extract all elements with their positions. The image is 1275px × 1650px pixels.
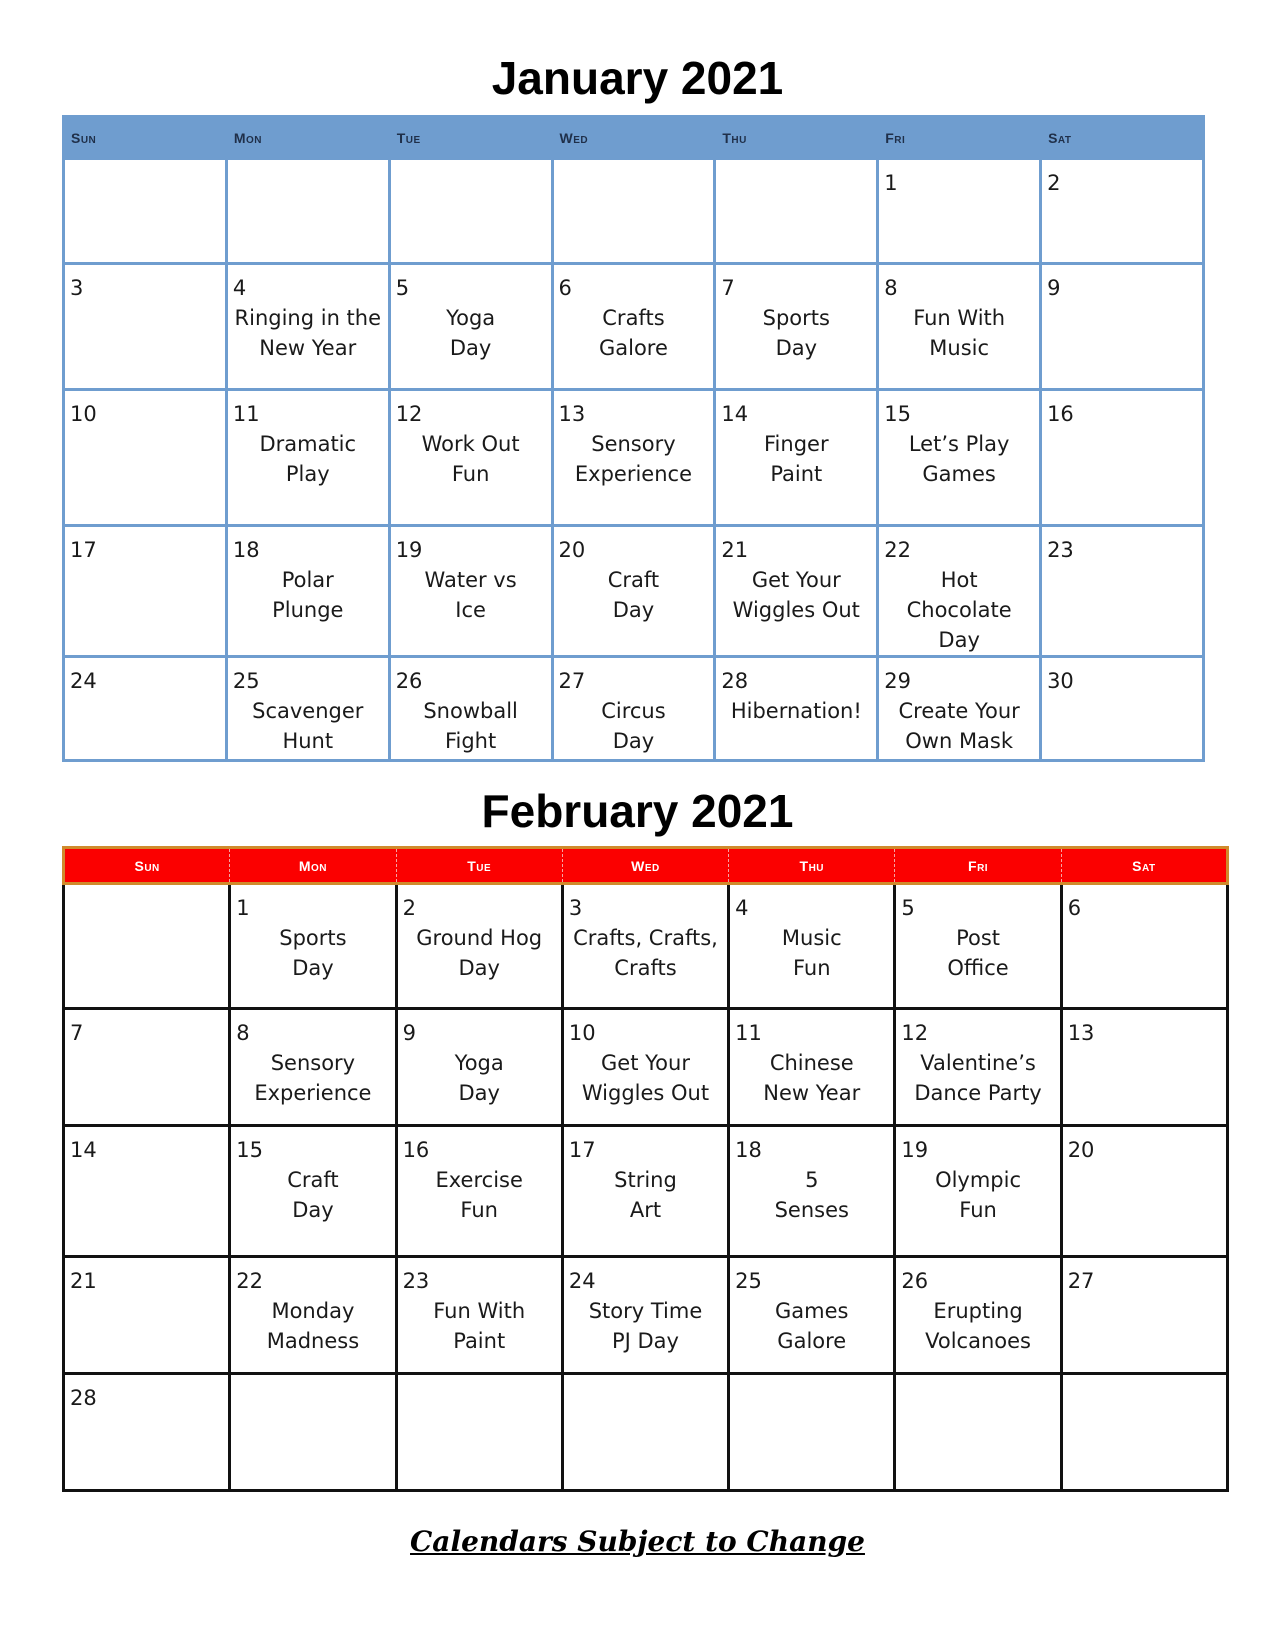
weekday-sat: Sat	[1041, 117, 1204, 159]
day-cell	[64, 884, 230, 1009]
day-number: 23	[1047, 538, 1074, 562]
day-cell	[64, 657, 227, 761]
calendar-week-row	[64, 1374, 1228, 1491]
day-cell	[715, 657, 878, 761]
day-number	[231, 1375, 394, 1383]
event-label: Circus Day	[601, 699, 666, 753]
event-label: Get Your Wiggles Out	[732, 568, 860, 622]
event-label: Olympic Fun	[935, 1168, 1022, 1222]
event-label: Fun With Music	[913, 306, 1006, 360]
day-number	[391, 160, 551, 168]
day-cell	[878, 526, 1041, 657]
day-cell	[878, 657, 1041, 761]
day-cell	[1061, 1126, 1227, 1257]
calendar-week-row	[64, 1126, 1228, 1257]
weekday-fri: Fri	[895, 848, 1061, 884]
event-label: Craft Day	[607, 568, 660, 622]
day-cell	[552, 657, 715, 761]
event-label: Erupting Volcanoes	[925, 1299, 1031, 1353]
day-cell	[552, 159, 715, 264]
day-number: 6	[1067, 896, 1082, 920]
day-cell	[729, 1126, 895, 1257]
day-number: 22	[884, 538, 911, 562]
day-cell	[1041, 657, 1204, 761]
event-label: Music Fun	[781, 926, 842, 980]
event-label: Snowball Fight	[423, 699, 518, 753]
day-cell	[1041, 264, 1204, 390]
day-cell	[226, 264, 389, 390]
day-cell	[552, 264, 715, 390]
weekday-mon: Mon	[230, 848, 396, 884]
day-cell	[64, 264, 227, 390]
weekday-wed: Wed	[552, 117, 715, 159]
day-number: 20	[1067, 1138, 1095, 1162]
event-label: Story Time PJ Day	[588, 1299, 703, 1353]
day-number: 28	[721, 669, 749, 693]
day-cell	[895, 1126, 1061, 1257]
day-number	[65, 160, 225, 168]
day-number	[228, 160, 388, 168]
day-number: 2	[402, 896, 416, 920]
day-cell	[230, 884, 396, 1009]
day-number: 11	[735, 1021, 762, 1045]
day-number	[1063, 1375, 1226, 1383]
day-number: 13	[558, 402, 586, 426]
weekday-fri: Fri	[878, 117, 1041, 159]
day-cell	[226, 159, 389, 264]
day-cell	[1061, 884, 1227, 1009]
day-cell	[396, 1374, 562, 1491]
day-number: 8	[884, 276, 898, 300]
event-label: Crafts, Crafts, Crafts	[573, 926, 718, 980]
weekday-mon: Mon	[226, 117, 389, 159]
day-number: 1	[236, 896, 250, 920]
day-number	[65, 885, 228, 893]
day-cell	[389, 264, 552, 390]
event-label: Hibernation!	[730, 699, 862, 723]
day-number: 26	[395, 669, 423, 693]
event-label: 5 Senses	[774, 1168, 849, 1222]
day-number: 14	[70, 1138, 97, 1162]
calendar-week-row	[64, 526, 1204, 657]
day-cell	[64, 159, 227, 264]
weekday-tue: Tue	[396, 848, 562, 884]
day-cell	[895, 884, 1061, 1009]
day-number	[896, 1375, 1059, 1383]
calendar-week-row	[64, 264, 1204, 390]
day-cell	[230, 1009, 396, 1126]
day-cell	[715, 390, 878, 526]
day-cell	[230, 1257, 396, 1374]
calendar-week-row	[64, 884, 1228, 1009]
weekday-tue: Tue	[389, 117, 552, 159]
day-cell	[562, 884, 728, 1009]
event-label: Yoga Day	[446, 306, 496, 360]
event-label: Post Office	[947, 926, 1009, 980]
day-number: 24	[70, 669, 97, 693]
calendar-week-row	[64, 159, 1204, 264]
day-cell	[1061, 1009, 1227, 1126]
day-number: 10	[70, 402, 97, 426]
day-cell	[1041, 526, 1204, 657]
day-number: 29	[884, 669, 911, 693]
day-cell	[389, 390, 552, 526]
day-cell	[226, 657, 389, 761]
weekday-thu: Thu	[729, 848, 895, 884]
day-cell	[396, 1126, 562, 1257]
day-cell	[552, 526, 715, 657]
event-label: Let’s Play Games	[908, 432, 1010, 486]
day-cell	[226, 390, 389, 526]
january-calendar	[62, 115, 1205, 762]
day-cell	[389, 159, 552, 264]
day-number: 25	[232, 669, 260, 693]
day-number: 3	[568, 896, 583, 920]
event-label: Create Your Own Mask	[898, 699, 1020, 753]
weekday-sat: Sat	[1061, 848, 1227, 884]
day-cell	[729, 1009, 895, 1126]
day-cell	[1041, 159, 1204, 264]
calendar-week-row	[64, 1257, 1228, 1374]
day-cell	[1061, 1374, 1227, 1491]
day-cell	[895, 1374, 1061, 1491]
day-number: 15	[236, 1138, 264, 1162]
event-label: Craft Day	[287, 1168, 339, 1222]
day-cell	[729, 884, 895, 1009]
day-cell	[878, 390, 1041, 526]
day-number	[564, 1375, 727, 1383]
day-cell	[729, 1374, 895, 1491]
day-number: 6	[558, 276, 572, 300]
day-number: 16	[402, 1138, 430, 1162]
day-number: 7	[70, 1021, 84, 1045]
day-number: 5	[901, 896, 915, 920]
day-number: 17	[70, 538, 97, 562]
day-number: 4	[232, 276, 247, 300]
day-number: 21	[721, 538, 749, 562]
day-number: 12	[395, 402, 423, 426]
event-label: Monday Madness	[266, 1299, 360, 1353]
event-label: Water vs Ice	[424, 568, 517, 622]
day-cell	[396, 1257, 562, 1374]
day-number: 9	[402, 1021, 416, 1045]
event-label: String Art	[614, 1168, 677, 1222]
day-cell	[230, 1374, 396, 1491]
day-cell	[878, 159, 1041, 264]
event-label: Get Your Wiggles Out	[581, 1051, 710, 1105]
day-cell	[226, 526, 389, 657]
day-number: 27	[1067, 1269, 1095, 1293]
day-number: 30	[1047, 669, 1074, 693]
day-number: 10	[568, 1021, 596, 1045]
day-number: 17	[568, 1138, 596, 1162]
day-cell	[396, 1009, 562, 1126]
event-label: Work Out Fun	[421, 432, 520, 486]
day-cell	[64, 1374, 230, 1491]
day-number: 19	[901, 1138, 929, 1162]
day-number	[716, 160, 876, 168]
day-number: 21	[70, 1269, 97, 1293]
footer-note: Calendars Subject to Change	[410, 1525, 865, 1558]
day-number: 19	[395, 538, 423, 562]
day-cell	[552, 390, 715, 526]
day-cell	[64, 1257, 230, 1374]
event-label: Sensory Experience	[574, 432, 693, 486]
event-label: Hot Chocolate Day	[906, 568, 1012, 652]
day-number: 23	[402, 1269, 430, 1293]
day-number	[730, 1375, 893, 1383]
day-cell	[230, 1126, 396, 1257]
event-label: Dramatic Play	[259, 432, 357, 486]
january-weekday-header	[64, 117, 1204, 159]
january-title: January 2021	[491, 52, 784, 104]
day-number: 9	[1047, 276, 1061, 300]
day-number: 27	[558, 669, 586, 693]
day-number: 24	[568, 1269, 596, 1293]
day-cell	[895, 1009, 1061, 1126]
event-label: Sensory Experience	[254, 1051, 372, 1105]
event-label: Ground Hog Day	[416, 926, 543, 980]
day-number: 25	[735, 1269, 762, 1293]
calendar-week-row	[64, 1009, 1228, 1126]
day-cell	[562, 1126, 728, 1257]
february-weekday-header	[64, 848, 1228, 884]
day-cell	[562, 1374, 728, 1491]
event-label: Yoga Day	[454, 1051, 504, 1105]
day-number: 20	[558, 538, 586, 562]
day-number: 12	[901, 1021, 929, 1045]
calendar-week-row	[64, 657, 1204, 761]
day-number: 8	[236, 1021, 250, 1045]
day-cell	[64, 526, 227, 657]
day-number: 16	[1047, 402, 1074, 426]
day-number: 5	[395, 276, 410, 300]
day-number	[554, 160, 714, 168]
day-number: 14	[721, 402, 749, 426]
event-label: Crafts Galore	[598, 306, 668, 360]
day-cell	[895, 1257, 1061, 1374]
day-number: 2	[1047, 171, 1061, 195]
event-label: Finger Paint	[764, 432, 829, 486]
weekday-sun: Sun	[64, 848, 230, 884]
day-number: 3	[70, 276, 84, 300]
event-label: Fun With Paint	[433, 1299, 526, 1353]
day-cell	[715, 526, 878, 657]
february-title: February 2021	[481, 785, 794, 837]
day-cell	[1041, 390, 1204, 526]
day-number: 28	[70, 1386, 97, 1410]
day-number: 18	[232, 538, 260, 562]
day-cell	[562, 1009, 728, 1126]
day-cell	[389, 526, 552, 657]
day-cell	[715, 159, 878, 264]
day-number: 26	[901, 1269, 929, 1293]
calendar-week-row	[64, 390, 1204, 526]
day-number: 15	[884, 402, 911, 426]
day-number: 11	[232, 402, 260, 426]
day-number: 1	[884, 171, 898, 195]
event-label: Exercise Fun	[435, 1168, 523, 1222]
day-cell	[389, 657, 552, 761]
weekday-sun: Sun	[64, 117, 227, 159]
day-cell	[562, 1257, 728, 1374]
event-label: Valentine’s Dance Party	[914, 1051, 1042, 1105]
day-cell	[715, 264, 878, 390]
day-cell	[64, 390, 227, 526]
event-label: Sports Day	[762, 306, 830, 360]
weekday-thu: Thu	[715, 117, 878, 159]
event-label: Chinese New Year	[763, 1051, 861, 1105]
event-label: Sports Day	[279, 926, 347, 980]
day-number: 18	[735, 1138, 762, 1162]
event-label: Scavenger Hunt	[252, 699, 364, 753]
day-cell	[396, 884, 562, 1009]
event-label: Ringing in the New Year	[234, 306, 382, 360]
february-calendar	[62, 846, 1229, 1492]
event-label: Polar Plunge	[272, 568, 344, 622]
day-cell	[64, 1009, 230, 1126]
day-number: 7	[721, 276, 735, 300]
day-cell	[64, 1126, 230, 1257]
day-number: 22	[236, 1269, 264, 1293]
day-number: 13	[1067, 1021, 1095, 1045]
weekday-wed: Wed	[562, 848, 728, 884]
day-number: 4	[735, 896, 749, 920]
day-cell	[1061, 1257, 1227, 1374]
day-cell	[878, 264, 1041, 390]
day-cell	[729, 1257, 895, 1374]
day-number	[398, 1375, 561, 1383]
event-label: Games Galore	[775, 1299, 849, 1353]
